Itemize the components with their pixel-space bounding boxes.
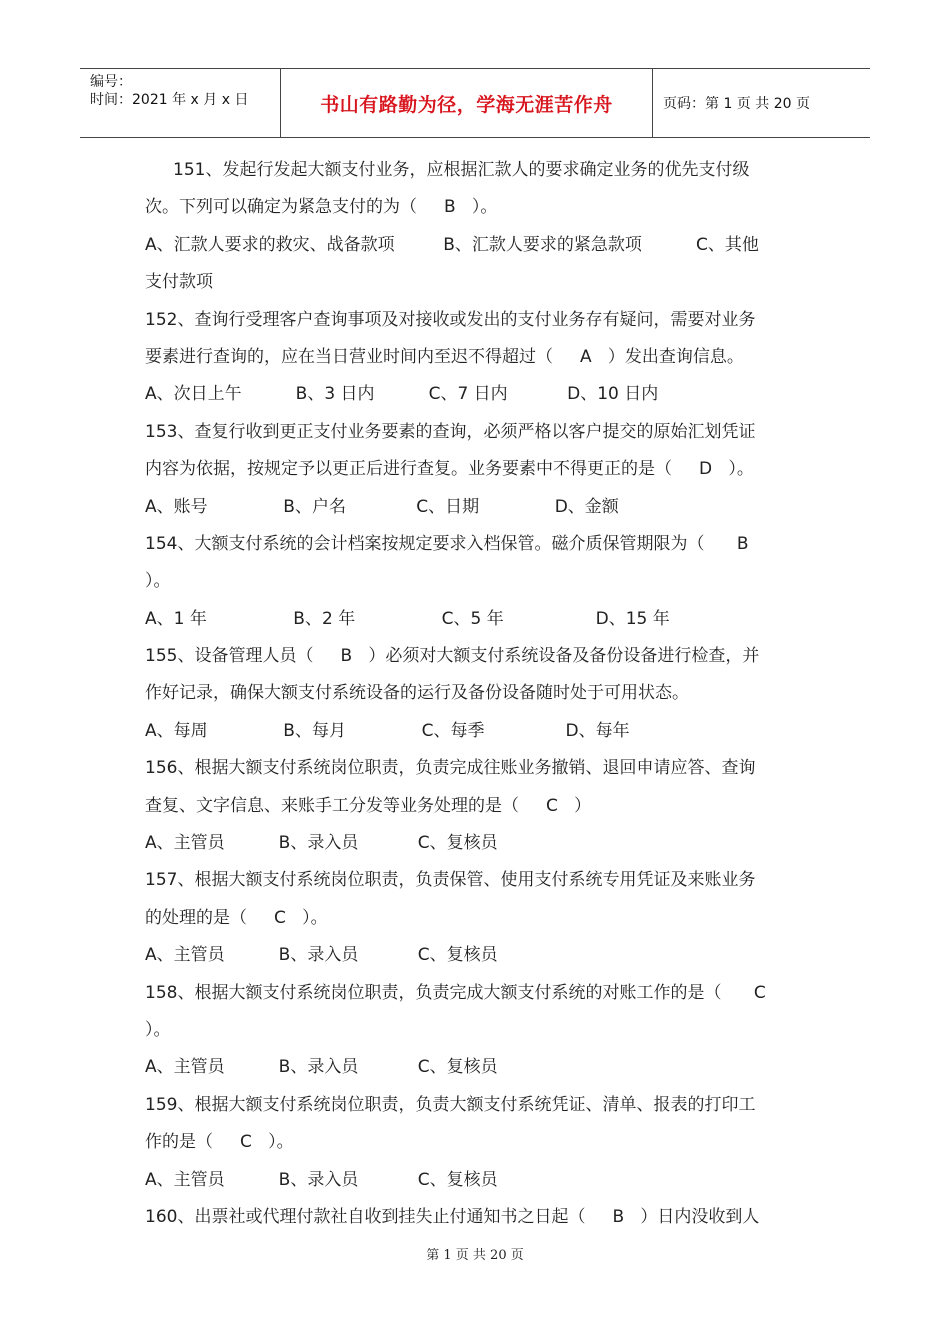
page-footer: 第 1 页 共 20 页 [426,1248,524,1263]
options-line: A、每周 B、每月 C、每季 D、每年 [145,720,630,741]
options-line: A、主管员 B、录入员 C、复核员 [145,945,498,966]
question-line: 155、设备管理人员（ B ）必须对大额支付系统设备及备份设备进行检查，并 [145,646,760,667]
question-line: 作的是（ C ）。 [145,1132,294,1153]
question-line: 160、出票社或代理付款社自收到挂失止付通知书之日起（ B ）日内没收到人 [145,1206,760,1227]
question-line: 151、发起行发起大额支付业务，应根据汇款人的要求确定业务的优先支付级 [173,160,750,180]
date-label: 时间：2021 年 x 月 x 日 [90,92,249,108]
number-label: 编号： [90,74,132,90]
question-line: 153、查复行收到更正支付业务要素的查询，必须严格以客户提交的原始汇划凭证 [145,421,756,442]
options-line: A、主管员 B、录入员 C、复核员 [145,1057,498,1078]
question-list [145,152,810,1236]
question-line: 159、根据大额支付系统岗位职责，负责大额支付系统凭证、清单、报表的打印工 [145,1094,756,1115]
motto-text: 书山有路勤为径，学海无涯苦作舟 [320,93,613,116]
header-page-cell [653,69,870,137]
question-line: 154、大额支付系统的会计档案按规定要求入档保管。磁介质保管期限为（ B [145,533,749,554]
question-line: 次。下列可以确定为紧急支付的为（ B ）。 [145,197,498,218]
page-info: 页码：第 1 页 共 20 页 [663,96,810,112]
options-line: A、汇款人要求的救灾、战备款项 B、汇款人要求的紧急款项 C、其他 [145,234,759,255]
question-line: 的处理的是（ C ）。 [145,907,328,928]
options-line: A、账号 B、户名 C、日期 D、金额 [145,496,619,517]
question-line: 156、根据大额支付系统岗位职责，负责完成往账业务撤销、退回申请应答、查询 [145,758,756,779]
options-line: A、次日上午 B、3 日内 C、7 日内 D、10 日内 [145,384,659,405]
header-meta-cell [80,69,281,137]
question-line: 要素进行查询的，应在当日营业时间内至迟不得超过（ A ）发出查询信息。 [145,346,744,367]
options-line: 支付款项 [145,272,213,293]
question-line: 152、查询行受理客户查询事项及对接收或发出的支付业务存有疑问，需要对业务 [145,309,756,330]
question-line: 158、根据大额支付系统岗位职责，负责完成大额支付系统的对账工作的是（ C [145,982,766,1003]
question-line: 内容为依据，按规定予以更正后进行查复。业务要素中不得更正的是（ D ）。 [145,459,754,480]
document-header [80,68,870,138]
options-line: A、主管员 B、录入员 C、复核员 [145,833,498,854]
question-line: ）。 [145,1019,171,1040]
question-line: ）。 [145,571,171,592]
header-motto-cell [281,69,653,137]
options-line: A、1 年 B、2 年 C、5 年 D、15 年 [145,608,670,629]
question-line: 作好记录，确保大额支付系统设备的运行及备份设备随时处于可用状态。 [145,683,689,704]
question-line: 157、根据大额支付系统岗位职责，负责保管、使用支付系统专用凭证及来账业务 [145,870,756,891]
question-line: 查复、文字信息、来账手工分发等业务处理的是（ C ） [145,795,592,816]
options-line: A、主管员 B、录入员 C、复核员 [145,1169,498,1190]
